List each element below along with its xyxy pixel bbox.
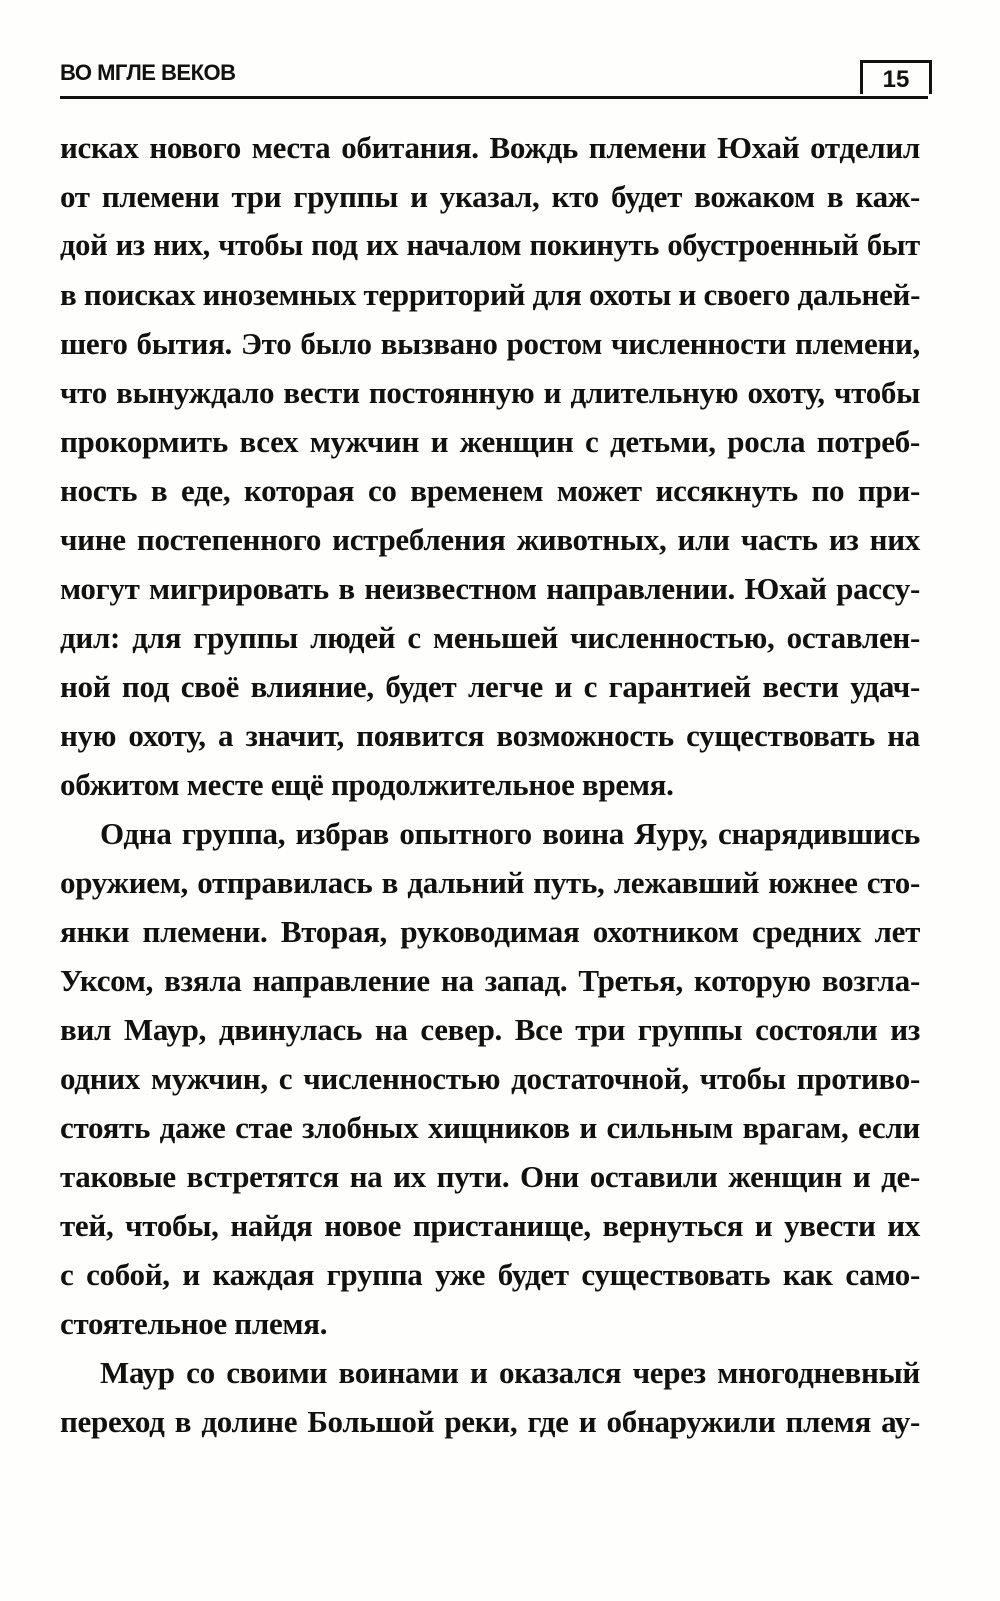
paragraph-2: [60, 809, 920, 1348]
text-line: в поисках иноземных территорий для охоты и своего дальней-: [60, 277, 921, 312]
book-title: ВО МГЛЕ ВЕКОВ: [60, 60, 236, 85]
text-line: стоять даже стае злобных хищников и сильным врагам, если: [60, 1110, 920, 1145]
text-line: ность в еде, которая со временем может иссякнуть по при-: [60, 473, 920, 508]
text-line: Уксом, взяла направление на запад. Третья, которую возгла-: [60, 963, 920, 998]
text-line: ной под своё влияние, будет легче и с гарантией вести удач-: [60, 669, 920, 704]
text-line: исках нового места обитания. Вождь племени Юхай отделил: [60, 130, 920, 165]
paragraph-3: [60, 1348, 920, 1446]
text-line: шего бытия. Это было вызвано ростом численности племени,: [60, 326, 920, 361]
text-line: дой из них, чтобы под их началом покинуть обустроенный быт: [60, 228, 920, 262]
text-line: Маур со своими воинами и оказался через многодневный: [100, 1355, 920, 1390]
text-line: могут мигрировать в неизвестном направлении. Юхай рассу-: [60, 571, 920, 606]
page-number: 15: [860, 60, 932, 94]
text-line: дил: для группы людей с меньшей численностью, оставлен-: [60, 620, 920, 655]
text-line: с собой, и каждая группа уже будет существовать как само-: [60, 1257, 920, 1292]
text-line: прокормить всех мужчин и женщин с детьми, росла потреб-: [60, 424, 920, 459]
running-header: [60, 58, 928, 99]
text-line: одних мужчин, с численностью достаточной, чтобы противо-: [60, 1061, 920, 1096]
text-line: переход в долине Большой реки, где и обнаружили племя ау-: [60, 1404, 920, 1439]
text-line: ную охоту, а значит, появится возможность существовать на: [60, 718, 920, 753]
body-text: [60, 123, 920, 1446]
text-line: обжитом месте ещё продолжительное время.: [60, 767, 674, 802]
text-line: янки племени. Вторая, руководимая охотником средних лет: [60, 914, 920, 949]
paragraph-1: [60, 123, 920, 809]
text-line: от племени три группы и указал, кто будет вожаком в каж-: [60, 179, 920, 214]
text-line: таковые встретятся на их пути. Они оставили женщин и де-: [60, 1159, 920, 1194]
text-line: Одна группа, избрав опытного воина Яуру, снарядившись: [100, 816, 920, 851]
text-line: что вынуждало вести постоянную и длительную охоту, чтобы: [60, 375, 920, 410]
text-line: чине постепенного истребления животных, или часть из них: [60, 522, 920, 557]
text-line: тей, чтобы, найдя новое пристанище, вернуться и увести их: [60, 1208, 920, 1243]
text-line: вил Маур, двинулась на север. Все три группы состояли из: [60, 1012, 920, 1047]
text-line: стоятельное племя.: [60, 1306, 328, 1341]
text-line: оружием, отправилась в дальний путь, лежавший южнее сто-: [60, 865, 920, 900]
